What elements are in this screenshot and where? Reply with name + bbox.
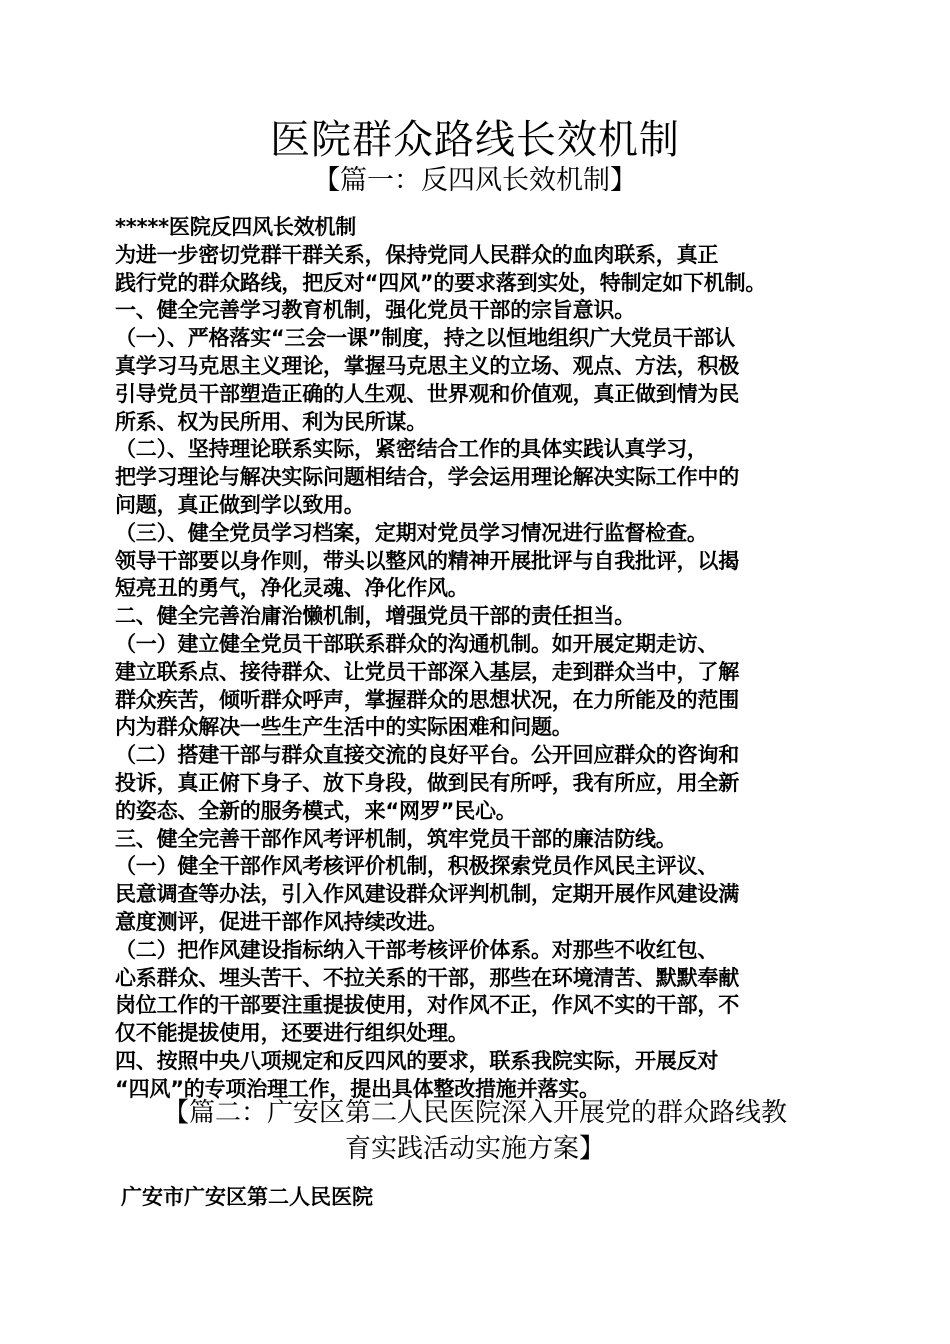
section2-title: [0, 1095, 950, 1167]
body-line: 意度测评，促进干部作风持续改进。: [115, 909, 448, 934]
body-line: （二）把作风建设指标纳入干部考核评价体系。对那些不收红包、: [115, 937, 719, 962]
body-line: 引导党员干部塑造正确的人生观、世界观和价值观，真正做到情为民: [115, 381, 739, 406]
body-line: 把学习理论与解决实际问题相结合，学会运用理论解决实际工作中的: [115, 465, 739, 490]
body-line: 问题，真正做到学以致用。: [115, 492, 365, 517]
body-line: 内为群众解决一些生产生活中的实际困难和问题。: [115, 715, 573, 740]
body-line: 真学习马克思主义理论，掌握马克思主义的立场、观点、方法，积极: [115, 353, 739, 378]
body-line: 领导干部要以身作则，带头以整风的精神开展批评与自我批评，以揭: [115, 548, 739, 573]
body-line: （二）搭建干部与群众直接交流的良好平台。公开回应群众的咨询和: [115, 743, 739, 768]
body-line: （三）、健全党员学习档案，定期对党员学习情况进行监督检查。: [115, 520, 708, 545]
body-line: “四风”的专项治理工作，提出具体整改措施并落实。: [115, 1076, 600, 1101]
section2-title-line: 育实践活动实施方案】: [344, 1134, 605, 1164]
body-line: （二）、坚持理论联系实际，紧密结合工作的具体实践认真学习，: [115, 437, 708, 462]
body-line: 二、健全完善治庸治懒机制，增强党员干部的责任担当。: [115, 604, 635, 629]
document-body: [115, 214, 837, 1104]
body-line: 所系、权为民所用、利为民所谋。: [115, 409, 427, 434]
body-line: 践行党的群众路线，把反对“四风”的要求落到实处，特制定如下机制。: [115, 270, 767, 295]
body-line: 心系群众、埋头苦干、不拉关系的干部，那些在环境清苦、默默奉献: [115, 965, 739, 990]
body-line: 建立联系点、接待群众、让党员干部深入基层，走到群众当中，了解: [115, 659, 739, 684]
body-line: （一）健全干部作风考核评价机制，积极探索党员作风民主评议、: [115, 854, 719, 879]
body-line: 的姿态、全新的服务模式，来“网罗”民心。: [115, 798, 517, 823]
body-line: 仅不能提拔使用，还要进行组织处理。: [115, 1021, 469, 1046]
body-line: （一）建立健全党员干部联系群众的沟通机制。如开展定期走访、: [115, 631, 719, 656]
body-line: 群众疾苦，倾听群众呼声，掌握群众的思想状况，在力所能及的范围: [115, 687, 739, 712]
document-title: 医院群众路线长效机制: [270, 117, 680, 163]
body-line: 投诉，真正俯下身子、放下身段，做到民有所呼，我有所应，用全新: [115, 770, 739, 795]
body-line: （一）、严格落实“三会一课”制度，持之以恒地组织广大党员干部认: [115, 326, 735, 351]
body-line: 岗位工作的干部要注重提拔使用，对作风不正，作风不实的干部，不: [115, 993, 739, 1018]
body-line: 一、健全完善学习教育机制，强化党员干部的宗旨意识。: [115, 298, 635, 323]
body-line: 短亮丑的勇气，净化灵魂、净化作风。: [115, 576, 469, 601]
body-line: 三、健全完善干部作风考评机制，筑牢党员干部的廉洁防线。: [115, 826, 677, 851]
section2-title-line: 【篇二：广安区第二人民医院深入开展党的群众路线教: [162, 1098, 787, 1128]
body-line: 民意调查等办法，引入作风建设群众评判机制，定期开展作风建设满: [115, 882, 739, 907]
body-line: *****医院反四风长效机制: [115, 215, 357, 239]
body-line: 为进一步密切党群干群关系，保持党同人民群众的血肉联系，真正: [115, 242, 719, 267]
document-subtitle: 【篇一：反四风长效机制】: [313, 165, 637, 196]
organization-name: 广安市广安区第二人民医院: [121, 1185, 373, 1209]
body-line: 四、按照中央八项规定和反四风的要求，联系我院实际，开展反对: [115, 1048, 719, 1073]
